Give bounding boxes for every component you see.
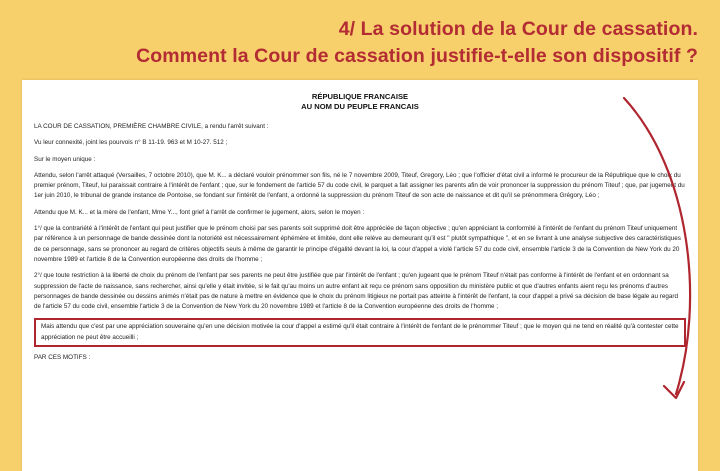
document-paragraph: Sur le moyen unique : [34,155,96,163]
document-closing: PAR CES MOTIFS : [34,354,91,362]
document-paragraph: 1°/ que la contrariété à l'intérêt de l'enfant qui peut justifier que le prénom choisi par ses parents soit supprimé doit être appréciée de façon objective ; qu'en appréciant la conformité à l'intérêt de l'enfant du prénom Titeuf uniquement par référence à un personnage de bande dessinée dont la notoriété est nécessairement éphémère et limitée, dont elle relève au demeurant qu'il est " plutôt sympathique ", et en se livrant à une analyse subjective des caractéristiques de ce personnage, sans se prononcer au regard de critères objectifs seuls à même de garantir le principe d'égalité devant la loi, la cour d'appel a violé l'article 57 du code civil, ensemble l'article 3 de la Convention de New York du 20 novembre 1989 et l'article 8 de la Convention européenne des droits de l'homme ; [34,225,681,263]
document-body [34,122,686,369]
document-header-line-2: AU NOM DU PEUPLE FRANCAIS [301,102,419,111]
document-paragraph: Attendu, selon l'arrêt attaqué (Versailles, 7 octobre 2010), que M. K... a déclaré vouloir prénommer son fils, né le 7 novembre 2009, Titeuf, Gregory, Léo ; que l'officier d'état civil a informé le procureur de la République que le choix du premier prénom, Titeuf, lui paraissait contraire à l'intérêt de l'enfant ; que, sur le fondement de l'article 57 du code civil, le parquet a fait assigner les parents afin de voir prononcer la suppression du prénom Titeuf ; que, par jugement du 1er juin 2010, le tribunal de grande instance de Pontoise, se fondant sur l'intérêt de l'enfant, a ordonné la suppression du prénom Titeuf de son acte de naissance et dit qu'il se prénommera Grégory, Léo ; [34,171,685,200]
document-paragraph: Attendu que M. K... et la mère de l'enfant, Mme Y..., font grief à l'arrêt de confirmer le jugement, alors, selon le moyen : [34,208,365,216]
document-header-line-1: RÉPUBLIQUE FRANCAISE [311,92,409,101]
slide-title-line-2: Comment la Cour de cassation justifie-t-elle son dispositif ? [136,45,698,67]
slide-title [136,16,698,70]
highlighted-paragraph: Mais attendu que c'est par une appréciation souveraine qu'en une décision motivée la cour d'appel a estimé qu'il était contraire à l'intérêt de l'enfant de le prénommer Titeuf ; que le moyen qui ne tend en réalité qu'à contester cette appréciation ne peut être accueilli ; [34,318,686,347]
document-paragraph: Vu leur connexité, joint les pourvois n° B 11-19. 963 et M 10-27. 512 ; [34,139,228,147]
document-paragraph: 2°/ que toute restriction à la liberté de choix du prénom de l'enfant par ses parents ne peut être justifiée que par l'intérêt de l'enfant ; qu'en jugeant que le prénom Titeuf n'était pas conforme à l'intérêt de l'enfant et en ordonnant sa suppression de l'acte de naissance, sans rechercher, ainsi qu'elle y était invitée, si le fait qu'au moins un autre enfant ait reçu ce prénom sans opposition du ministère public et que d'autres enfants aient reçu les prénoms d'autres personnages de bande dessinée ou dessins animés n'était pas de nature à mettre en évidence que le choix du prénom litigieux ne portait pas atteinte à l'intérêt de l'enfant, la cour d'appel a privé sa décision de base légale au regard de l'article 57 du code civil, ensemble l'article 3 de la Convention de New York du 20 novembre 1989 et l'article 8 de la Convention européenne des droits de l'homme ; [34,272,679,311]
court-decision-document [22,80,698,471]
document-paragraph: LA COUR DE CASSATION, PREMIÈRE CHAMBRE CIVILE, a rendu l'arrêt suivant : [34,123,269,130]
document-header [22,92,698,112]
slide-title-line-1: 4/ La solution de la Cour de cassation. [338,18,698,40]
